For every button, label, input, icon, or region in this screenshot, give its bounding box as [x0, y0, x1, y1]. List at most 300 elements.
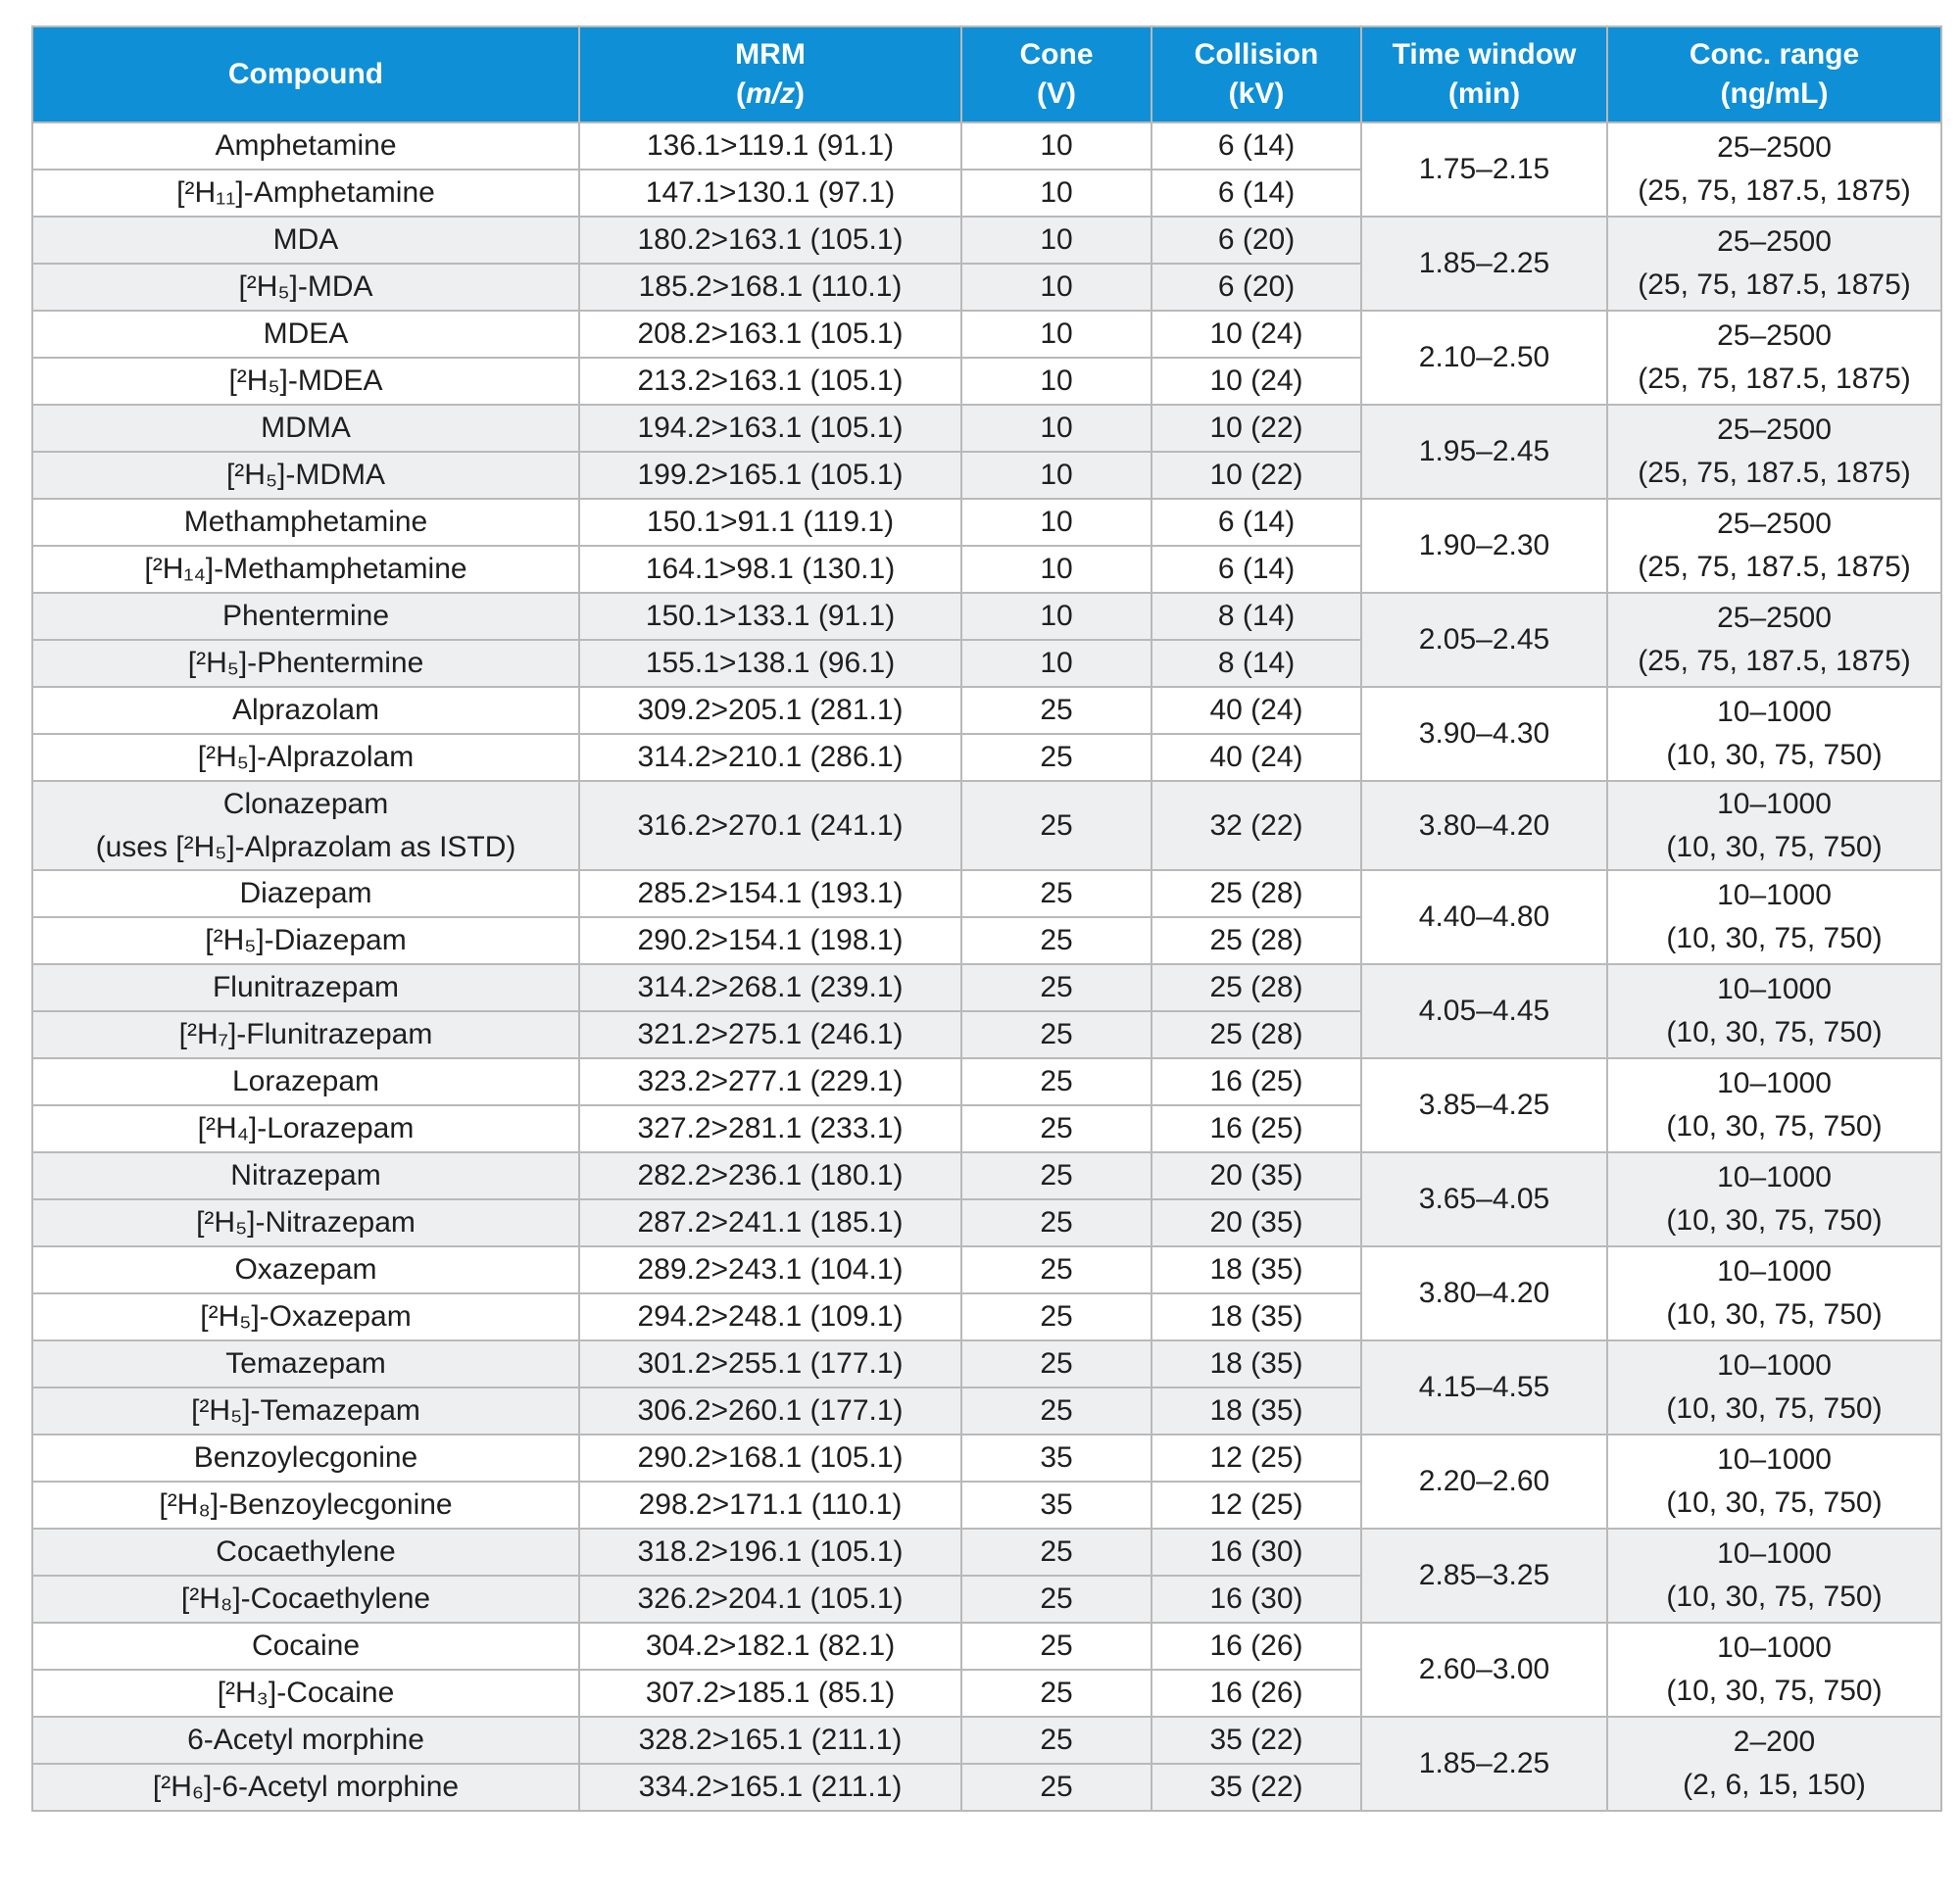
compound-group	[32, 1529, 1941, 1623]
collision-cell: 16 (30)	[1152, 1529, 1361, 1576]
conc-range-cell	[1607, 217, 1941, 311]
cone-cell: 25	[961, 1623, 1152, 1670]
compound-cell	[32, 1764, 579, 1811]
conc-range-cell	[1607, 405, 1941, 499]
conc-range-value: 10–1000	[1717, 1349, 1832, 1382]
compound-name: Amphetamine	[215, 129, 397, 162]
conc-range-levels: (10, 30, 75, 750)	[1666, 1581, 1883, 1613]
time-window-cell: 1.85–2.25	[1361, 1717, 1607, 1811]
cone-cell: 10	[961, 452, 1152, 499]
mrm-cell: 323.2>277.1 (229.1)	[579, 1058, 961, 1105]
mrm-cell: 136.1>119.1 (91.1)	[579, 122, 961, 170]
table-row	[32, 870, 1941, 917]
collision-cell: 6 (14)	[1152, 170, 1361, 217]
conc-range-levels: (10, 30, 75, 750)	[1666, 1110, 1883, 1143]
conc-range-value: 25–2500	[1717, 508, 1832, 540]
conc-range-cell	[1607, 1152, 1941, 1246]
mrm-cell: 301.2>255.1 (177.1)	[579, 1340, 961, 1387]
conc-range-levels: (10, 30, 75, 750)	[1666, 922, 1883, 954]
compound-cell	[32, 1011, 579, 1058]
compound-name: Temazepam	[225, 1347, 386, 1380]
compound-group	[32, 1435, 1941, 1529]
mrm-cell: 150.1>91.1 (119.1)	[579, 499, 961, 546]
collision-cell: 8 (14)	[1152, 640, 1361, 687]
compound-name: Cocaethylene	[216, 1535, 396, 1568]
table-row	[32, 405, 1941, 452]
header-mrm-label: MRM	[735, 38, 806, 71]
compound-group	[32, 687, 1941, 781]
mrm-cell: 314.2>210.1 (286.1)	[579, 734, 961, 781]
time-window-cell: 1.85–2.25	[1361, 217, 1607, 311]
collision-cell: 20 (35)	[1152, 1199, 1361, 1246]
collision-cell: 18 (35)	[1152, 1387, 1361, 1435]
conc-range-levels: (10, 30, 75, 750)	[1666, 830, 1883, 863]
conc-range-cell	[1607, 311, 1941, 405]
conc-range-value: 2–200	[1733, 1726, 1816, 1758]
conc-range-cell	[1607, 687, 1941, 781]
cone-cell: 10	[961, 311, 1152, 358]
conc-range-cell	[1607, 122, 1941, 217]
cone-cell: 10	[961, 593, 1152, 640]
compound-group	[32, 311, 1941, 405]
conc-range-value: 10–1000	[1717, 1067, 1832, 1099]
cone-cell: 25	[961, 734, 1152, 781]
compound-name: [²H₈]-Benzoylecgonine	[159, 1488, 453, 1521]
mrm-cell: 294.2>248.1 (109.1)	[579, 1293, 961, 1340]
mrm-cell: 208.2>163.1 (105.1)	[579, 311, 961, 358]
conc-range-cell	[1607, 870, 1941, 964]
compound-cell	[32, 1105, 579, 1152]
compound-name: Methamphetamine	[183, 506, 428, 538]
mrm-cell: 327.2>281.1 (233.1)	[579, 1105, 961, 1152]
collision-cell: 25 (28)	[1152, 870, 1361, 917]
cone-cell: 25	[961, 1105, 1152, 1152]
cone-cell: 10	[961, 170, 1152, 217]
collision-cell: 16 (26)	[1152, 1670, 1361, 1717]
compound-name: Lorazepam	[231, 1065, 380, 1097]
cone-cell: 10	[961, 358, 1152, 405]
compound-group	[32, 122, 1941, 217]
compound-name: Clonazepam	[222, 787, 389, 820]
collision-cell: 12 (25)	[1152, 1435, 1361, 1482]
cone-cell: 25	[961, 1717, 1152, 1764]
conc-range-cell	[1607, 964, 1941, 1058]
compound-cell	[32, 640, 579, 687]
conc-range-levels: (25, 75, 187.5, 1875)	[1638, 363, 1911, 395]
conc-range-cell	[1607, 499, 1941, 593]
mrm-cell: 290.2>154.1 (198.1)	[579, 917, 961, 964]
table-row	[32, 1529, 1941, 1576]
table-row	[32, 1717, 1941, 1764]
compound-cell	[32, 781, 579, 870]
cone-cell: 10	[961, 640, 1152, 687]
conc-range-levels: (10, 30, 75, 750)	[1666, 1016, 1883, 1048]
compound-cell	[32, 1529, 579, 1576]
table-row	[32, 1246, 1941, 1293]
conc-range-levels: (10, 30, 75, 750)	[1666, 1204, 1883, 1237]
header-collision-unit: (kV)	[1228, 77, 1285, 110]
compound-name: [²H₅]-Diazepam	[205, 924, 407, 956]
compound-group	[32, 1058, 1941, 1152]
header-compound	[32, 26, 579, 122]
conc-range-value: 25–2500	[1717, 225, 1832, 258]
time-window-cell: 2.85–3.25	[1361, 1529, 1607, 1623]
compound-cell	[32, 687, 579, 734]
compound-cell	[32, 1387, 579, 1435]
time-window-cell: 2.20–2.60	[1361, 1435, 1607, 1529]
time-window-cell: 3.90–4.30	[1361, 687, 1607, 781]
compound-name: [²H₅]-Nitrazepam	[196, 1206, 416, 1239]
collision-cell: 40 (24)	[1152, 734, 1361, 781]
conc-range-value: 25–2500	[1717, 319, 1832, 352]
compound-cell	[32, 1293, 579, 1340]
compound-cell	[32, 499, 579, 546]
compound-cell	[32, 1717, 579, 1764]
compound-name: Oxazepam	[234, 1253, 377, 1286]
cone-cell: 10	[961, 499, 1152, 546]
compound-cell	[32, 593, 579, 640]
collision-cell: 25 (28)	[1152, 964, 1361, 1011]
cone-cell: 25	[961, 870, 1152, 917]
compound-name: [²H₅]-MDA	[238, 270, 373, 303]
collision-cell: 10 (24)	[1152, 311, 1361, 358]
table-row	[32, 1623, 1941, 1670]
mrm-cell: 328.2>165.1 (211.1)	[579, 1717, 961, 1764]
mrm-cell: 199.2>165.1 (105.1)	[579, 452, 961, 499]
collision-cell: 40 (24)	[1152, 687, 1361, 734]
header-conc-range	[1607, 26, 1941, 122]
time-window-cell: 4.40–4.80	[1361, 870, 1607, 964]
header-cone-label: Cone	[1019, 38, 1094, 71]
compound-cell	[32, 217, 579, 264]
compound-cell	[32, 917, 579, 964]
conc-range-levels: (25, 75, 187.5, 1875)	[1638, 457, 1911, 489]
compound-cell	[32, 546, 579, 593]
cone-cell: 10	[961, 546, 1152, 593]
table-row	[32, 781, 1941, 870]
mrm-cell: 185.2>168.1 (110.1)	[579, 264, 961, 311]
cone-cell: 10	[961, 264, 1152, 311]
collision-cell: 18 (35)	[1152, 1246, 1361, 1293]
collision-cell: 16 (30)	[1152, 1576, 1361, 1623]
collision-cell: 10 (22)	[1152, 405, 1361, 452]
compound-name: [²H₁₄]-Methamphetamine	[144, 553, 467, 585]
cone-cell: 10	[961, 122, 1152, 170]
mrm-cell: 287.2>241.1 (185.1)	[579, 1199, 961, 1246]
time-window-cell: 1.95–2.45	[1361, 405, 1607, 499]
cone-cell: 25	[961, 1340, 1152, 1387]
cone-cell: 10	[961, 217, 1152, 264]
compound-cell	[32, 964, 579, 1011]
cone-cell: 25	[961, 1670, 1152, 1717]
table-row	[32, 499, 1941, 546]
time-window-cell: 4.15–4.55	[1361, 1340, 1607, 1435]
conc-range-value: 10–1000	[1717, 696, 1832, 728]
compound-name: [²H₈]-Cocaethylene	[180, 1582, 431, 1615]
mrm-cell: 326.2>204.1 (105.1)	[579, 1576, 961, 1623]
collision-cell: 10 (22)	[1152, 452, 1361, 499]
cone-cell: 25	[961, 917, 1152, 964]
conc-range-cell	[1607, 1717, 1941, 1811]
conc-range-value: 10–1000	[1717, 1443, 1832, 1476]
compound-name: [²H₅]-Temazepam	[191, 1394, 420, 1427]
cone-cell: 25	[961, 1058, 1152, 1105]
header-time-window-label: Time window	[1392, 38, 1577, 71]
conc-range-cell	[1607, 1058, 1941, 1152]
mrm-cell: 321.2>275.1 (246.1)	[579, 1011, 961, 1058]
compound-cell	[32, 170, 579, 217]
table-row	[32, 1340, 1941, 1387]
conc-range-levels: (10, 30, 75, 750)	[1666, 1675, 1883, 1707]
cone-cell: 25	[961, 964, 1152, 1011]
conc-range-levels: (25, 75, 187.5, 1875)	[1638, 268, 1911, 301]
compound-cell	[32, 1058, 579, 1105]
cone-cell: 25	[961, 1152, 1152, 1199]
conc-range-value: 10–1000	[1717, 973, 1832, 1005]
mrm-cell: 285.2>154.1 (193.1)	[579, 870, 961, 917]
collision-cell: 6 (20)	[1152, 217, 1361, 264]
mrm-cell: 318.2>196.1 (105.1)	[579, 1529, 961, 1576]
cone-cell: 25	[961, 1529, 1152, 1576]
collision-cell: 6 (20)	[1152, 264, 1361, 311]
conc-range-cell	[1607, 1340, 1941, 1435]
time-window-cell: 3.85–4.25	[1361, 1058, 1607, 1152]
mrm-cell: 282.2>236.1 (180.1)	[579, 1152, 961, 1199]
collision-cell: 18 (35)	[1152, 1340, 1361, 1387]
compound-name: [²H₅]-Oxazepam	[200, 1300, 412, 1333]
header-time-window-unit: (min)	[1447, 77, 1521, 110]
mrm-cell: 213.2>163.1 (105.1)	[579, 358, 961, 405]
header-compound-label: Compound	[227, 58, 384, 90]
compound-name: [²H₁₁]-Amphetamine	[176, 176, 435, 209]
cone-cell: 25	[961, 687, 1152, 734]
compound-group	[32, 781, 1941, 870]
conc-range-value: 10–1000	[1717, 1255, 1832, 1288]
compound-cell	[32, 1246, 579, 1293]
mrm-parameters-table	[31, 25, 1942, 1812]
collision-cell: 12 (25)	[1152, 1482, 1361, 1529]
compound-name: [²H₅]-MDEA	[228, 365, 383, 397]
compound-name: [²H₅]-MDMA	[225, 459, 386, 491]
cone-cell: 10	[961, 405, 1152, 452]
compound-name: Phentermine	[221, 600, 390, 632]
header-time-window	[1361, 26, 1607, 122]
compound-group	[32, 1340, 1941, 1435]
compound-cell	[32, 1623, 579, 1670]
conc-range-value: 10–1000	[1717, 787, 1832, 820]
header-cone-unit: (V)	[1037, 77, 1076, 110]
compound-group	[32, 217, 1941, 311]
time-window-cell: 1.90–2.30	[1361, 499, 1607, 593]
conc-range-levels: (2, 6, 15, 150)	[1683, 1769, 1866, 1801]
conc-range-cell	[1607, 1529, 1941, 1623]
compound-group	[32, 1246, 1941, 1340]
compound-cell	[32, 122, 579, 170]
mrm-cell: 194.2>163.1 (105.1)	[579, 405, 961, 452]
header-cone	[961, 26, 1152, 122]
mrm-cell: 307.2>185.1 (85.1)	[579, 1670, 961, 1717]
collision-cell: 35 (22)	[1152, 1717, 1361, 1764]
conc-range-value: 10–1000	[1717, 1631, 1832, 1664]
compound-name: [²H₅]-Alprazolam	[197, 741, 415, 773]
compound-group	[32, 1717, 1941, 1811]
collision-cell: 16 (25)	[1152, 1058, 1361, 1105]
mrm-cell: 298.2>171.1 (110.1)	[579, 1482, 961, 1529]
header-collision	[1152, 26, 1361, 122]
mrm-cell: 147.1>130.1 (97.1)	[579, 170, 961, 217]
compound-group	[32, 593, 1941, 687]
compound-name: Cocaine	[251, 1630, 361, 1662]
compound-group	[32, 405, 1941, 499]
header-row	[32, 26, 1941, 122]
collision-cell: 8 (14)	[1152, 593, 1361, 640]
compound-name: 6-Acetyl morphine	[187, 1724, 424, 1756]
collision-cell: 6 (14)	[1152, 122, 1361, 170]
compound-name: Nitrazepam	[230, 1159, 381, 1192]
conc-range-levels: (25, 75, 187.5, 1875)	[1638, 174, 1911, 207]
cone-cell: 25	[961, 1011, 1152, 1058]
table-row	[32, 593, 1941, 640]
cone-cell: 25	[961, 1576, 1152, 1623]
mrm-cell: 150.1>133.1 (91.1)	[579, 593, 961, 640]
table-row	[32, 687, 1941, 734]
conc-range-levels: (10, 30, 75, 750)	[1666, 1392, 1883, 1425]
conc-range-levels: (25, 75, 187.5, 1875)	[1638, 645, 1911, 677]
compound-cell	[32, 1670, 579, 1717]
cone-cell: 35	[961, 1435, 1152, 1482]
compound-group	[32, 1152, 1941, 1246]
collision-cell: 16 (26)	[1152, 1623, 1361, 1670]
collision-cell: 16 (25)	[1152, 1105, 1361, 1152]
table-row	[32, 122, 1941, 170]
conc-range-levels: (10, 30, 75, 750)	[1666, 739, 1883, 771]
time-window-cell: 1.75–2.15	[1361, 122, 1607, 217]
compound-cell	[32, 1152, 579, 1199]
conc-range-value: 10–1000	[1717, 1161, 1832, 1193]
time-window-cell: 2.10–2.50	[1361, 311, 1607, 405]
compound-name: MDEA	[263, 317, 349, 350]
time-window-cell: 4.05–4.45	[1361, 964, 1607, 1058]
compound-note: (uses [²H₅]-Alprazolam as ISTD)	[95, 830, 516, 863]
compound-name: [²H₇]-Flunitrazepam	[178, 1018, 433, 1050]
conc-range-levels: (10, 30, 75, 750)	[1666, 1298, 1883, 1331]
compound-cell	[32, 311, 579, 358]
conc-range-value: 25–2500	[1717, 131, 1832, 164]
header-conc-range-unit: (ng/mL)	[1720, 77, 1829, 110]
compound-group	[32, 1623, 1941, 1717]
table-row	[32, 1152, 1941, 1199]
compound-cell	[32, 1482, 579, 1529]
table-row	[32, 1435, 1941, 1482]
time-window-cell: 3.65–4.05	[1361, 1152, 1607, 1246]
conc-range-value: 25–2500	[1717, 414, 1832, 446]
table-row	[32, 1058, 1941, 1105]
mrm-cell: 290.2>168.1 (105.1)	[579, 1435, 961, 1482]
time-window-cell: 2.60–3.00	[1361, 1623, 1607, 1717]
compound-cell	[32, 870, 579, 917]
cone-cell: 25	[961, 1199, 1152, 1246]
collision-cell: 18 (35)	[1152, 1293, 1361, 1340]
conc-range-cell	[1607, 1435, 1941, 1529]
cone-cell: 35	[961, 1482, 1152, 1529]
mrm-cell: 316.2>270.1 (241.1)	[579, 781, 961, 870]
compound-group	[32, 870, 1941, 964]
mrm-cell: 180.2>163.1 (105.1)	[579, 217, 961, 264]
compound-name: Alprazolam	[231, 694, 380, 726]
collision-cell: 20 (35)	[1152, 1152, 1361, 1199]
table-row	[32, 964, 1941, 1011]
conc-range-cell	[1607, 593, 1941, 687]
time-window-cell: 2.05–2.45	[1361, 593, 1607, 687]
cone-cell: 25	[961, 781, 1152, 870]
compound-cell	[32, 264, 579, 311]
compound-name: [²H₅]-Phentermine	[187, 647, 424, 679]
compound-name: Flunitrazepam	[212, 971, 400, 1003]
mrm-cell: 304.2>182.1 (82.1)	[579, 1623, 961, 1670]
compound-cell	[32, 452, 579, 499]
cone-cell: 25	[961, 1764, 1152, 1811]
compound-name: Benzoylecgonine	[193, 1441, 418, 1474]
conc-range-value: 10–1000	[1717, 1537, 1832, 1570]
conc-range-cell	[1607, 1623, 1941, 1717]
conc-range-levels: (25, 75, 187.5, 1875)	[1638, 551, 1911, 583]
collision-cell: 6 (14)	[1152, 499, 1361, 546]
mrm-cell: 306.2>260.1 (177.1)	[579, 1387, 961, 1435]
header-collision-label: Collision	[1194, 38, 1319, 71]
mrm-cell: 164.1>98.1 (130.1)	[579, 546, 961, 593]
conc-range-cell	[1607, 781, 1941, 870]
cone-cell: 25	[961, 1387, 1152, 1435]
compound-name: Diazepam	[239, 877, 372, 909]
compound-name: MDA	[272, 223, 339, 256]
compound-cell	[32, 1340, 579, 1387]
compound-group	[32, 964, 1941, 1058]
time-window-cell: 3.80–4.20	[1361, 781, 1607, 870]
collision-cell: 10 (24)	[1152, 358, 1361, 405]
compound-name: [²H₄]-Lorazepam	[197, 1112, 415, 1144]
mrm-cell: 334.2>165.1 (211.1)	[579, 1764, 961, 1811]
compound-name: MDMA	[261, 412, 351, 444]
header-conc-range-label: Conc. range	[1689, 38, 1860, 71]
conc-range-levels: (10, 30, 75, 750)	[1666, 1486, 1883, 1519]
header-mrm-unit: (m/z)	[735, 77, 805, 110]
collision-cell: 25 (28)	[1152, 917, 1361, 964]
compound-cell	[32, 1576, 579, 1623]
mrm-cell: 314.2>268.1 (239.1)	[579, 964, 961, 1011]
compound-cell	[32, 1199, 579, 1246]
cone-cell: 25	[961, 1246, 1152, 1293]
compound-cell	[32, 1435, 579, 1482]
header-mrm	[579, 26, 961, 122]
mrm-cell: 309.2>205.1 (281.1)	[579, 687, 961, 734]
compound-group	[32, 499, 1941, 593]
conc-range-value: 10–1000	[1717, 879, 1832, 911]
mrm-cell: 155.1>138.1 (96.1)	[579, 640, 961, 687]
conc-range-cell	[1607, 1246, 1941, 1340]
collision-cell: 25 (28)	[1152, 1011, 1361, 1058]
compound-cell	[32, 358, 579, 405]
time-window-cell: 3.80–4.20	[1361, 1246, 1607, 1340]
compound-name: [²H₃]-Cocaine	[217, 1677, 395, 1709]
table-row	[32, 217, 1941, 264]
mrm-cell: 289.2>243.1 (104.1)	[579, 1246, 961, 1293]
collision-cell: 35 (22)	[1152, 1764, 1361, 1811]
compound-name: [²H₆]-6-Acetyl morphine	[152, 1771, 460, 1803]
collision-cell: 6 (14)	[1152, 546, 1361, 593]
table-row	[32, 311, 1941, 358]
collision-cell: 32 (22)	[1152, 781, 1361, 870]
conc-range-value: 25–2500	[1717, 602, 1832, 634]
